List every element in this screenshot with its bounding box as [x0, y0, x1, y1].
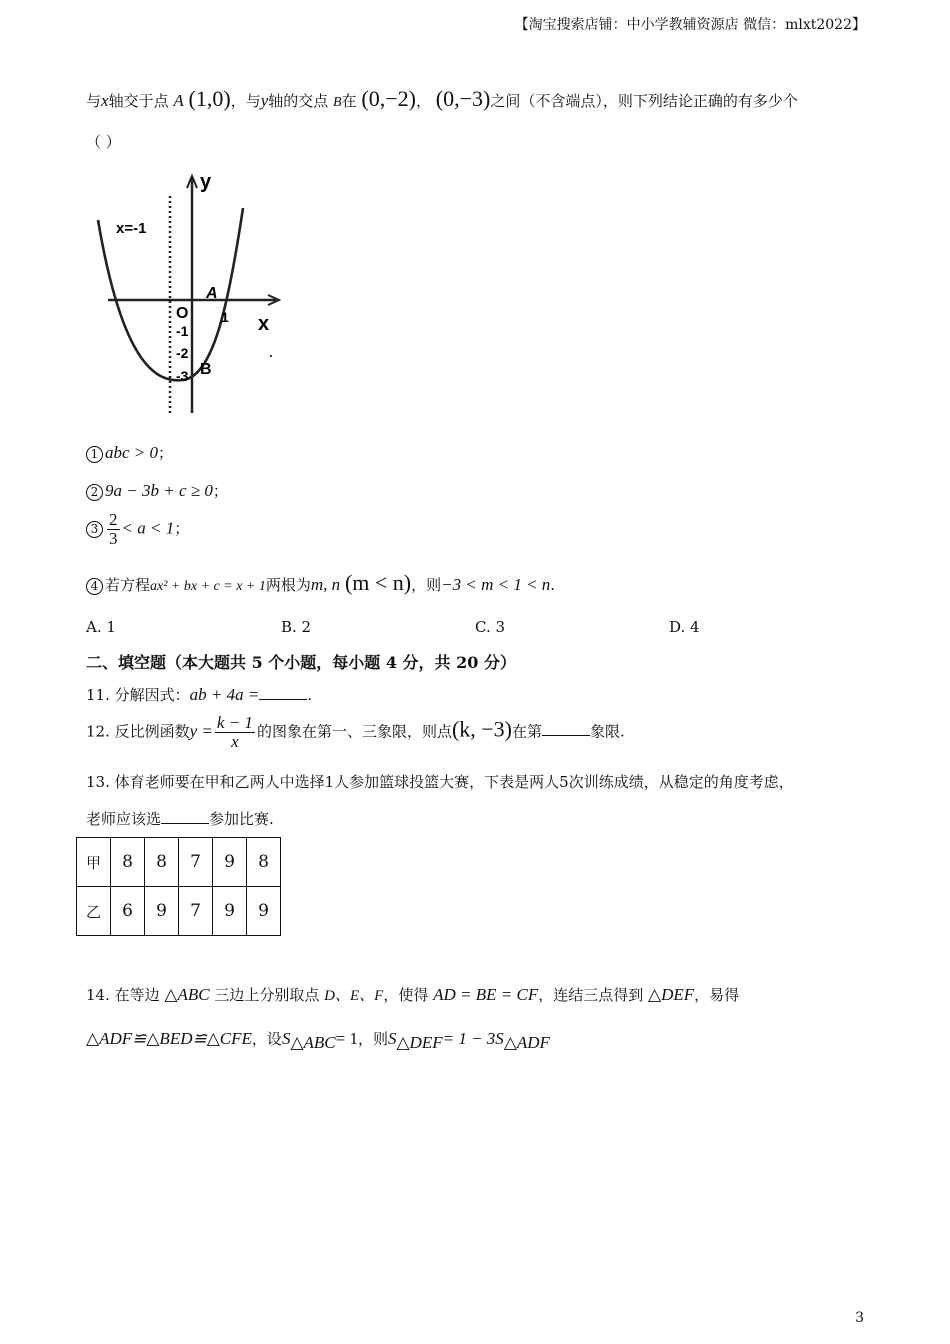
q12-frac-den: x [231, 731, 239, 751]
graph-origin-label: O [176, 305, 189, 322]
q10-range-1: (0,−2) [361, 86, 416, 111]
q14-equal-segments: AD = BE = CF [433, 985, 539, 1004]
statement-4-result: −3 < m < 1 < n [441, 575, 551, 594]
score-cell: 8 [145, 838, 179, 887]
statement-4-text-c: ，则 [411, 576, 442, 594]
q14-s-abc-sub: △ABC [290, 1033, 336, 1052]
statement-3-number: 3 [86, 521, 103, 538]
q14-s-def: S [387, 1029, 397, 1048]
graph-tick-minus-2: -2 [176, 345, 189, 361]
statement-4-end: . [550, 576, 556, 594]
statement-3-frac-num: 2 [109, 510, 118, 529]
page-header: 【淘宝搜索店铺：中小学教辅资源店 微信：mlxt2022】 [514, 17, 866, 33]
q12-label: 12. 反比例函数 [86, 722, 190, 741]
question-12 [86, 714, 625, 751]
score-cell: 8 [111, 838, 145, 887]
option-c: C. 3 [475, 618, 506, 636]
q14-s-adf-sub: △ADF [503, 1033, 550, 1052]
option-b: B. 2 [281, 618, 312, 636]
q13-line-2 [86, 808, 274, 829]
q12-frac-num: k − 1 [216, 713, 253, 732]
q14-triangle-abc: △ABC [164, 985, 210, 1004]
q10-stem-x: x [101, 91, 109, 110]
graph-tick-1: 1 [221, 309, 229, 325]
statement-3-frac-den: 3 [109, 528, 118, 548]
statement-4-condition: (m < n) [344, 570, 412, 595]
graph-tick-minus-3: -3 [176, 368, 189, 384]
q14-line-2 [86, 1028, 550, 1053]
statement-1-number: 1 [86, 446, 103, 463]
q10-point-b: B [333, 95, 342, 110]
score-cell: 9 [213, 887, 247, 936]
statement-2-expr: 9a − 3b + c ≥ 0 [105, 481, 213, 500]
q13-score-table [76, 837, 281, 936]
q13-line-1: 13. 体育老师要在甲和乙两人中选择1人参加篮球投篮大赛，下表是两人5次训练成绩，从稳定的角度考虑， [86, 773, 794, 791]
q11-label: 11. 分解因式： [86, 686, 190, 704]
statement-2 [86, 480, 228, 501]
q14-congruence: △ADF≌△BED≌△CFE [86, 1029, 252, 1048]
q10-range-2: (0,−3) [435, 86, 491, 111]
q13-line-2-b: 参加比赛. [209, 810, 274, 828]
score-cell: 6 [111, 887, 145, 936]
q13-line-2-a: 老师应该选 [86, 810, 162, 828]
q10-stem-c: ，与 [230, 92, 261, 110]
q14-line-1-d: ，连结三点得到 [538, 986, 644, 1004]
graph-stray-dot [270, 355, 272, 357]
q10-point-a: A [173, 91, 184, 110]
statement-4-number: 4 [86, 578, 103, 595]
page-number: 3 [855, 1310, 864, 1326]
statement-2-end: ； [212, 482, 228, 500]
statement-4-text-b: 两根为 [265, 576, 311, 594]
q14-line-2-a: ，设 [251, 1030, 282, 1048]
statement-1-end: ； [158, 444, 174, 462]
q12-y-eq: y = [189, 721, 213, 741]
q14-line-1 [86, 984, 739, 1005]
q10-stem-d: 轴的交点 [268, 92, 329, 110]
score-cell: 7 [179, 838, 213, 887]
graph-axis-label: x=-1 [116, 220, 147, 237]
score-cell: 7 [179, 887, 213, 936]
q12-after: 在第 [512, 722, 543, 741]
statement-3-expr: < a < 1 [121, 518, 175, 538]
graph-tick-minus-1: -1 [176, 323, 189, 339]
q13-answer-blank[interactable] [161, 809, 209, 824]
score-cell: 9 [145, 887, 179, 936]
q12-mid: 的图象在第一、三象限，则点 [256, 722, 452, 741]
statement-3-fraction [107, 511, 120, 548]
score-cell: 9 [213, 838, 247, 887]
statement-3-end: ； [174, 519, 190, 538]
q14-line-1-c: ，使得 [383, 986, 429, 1004]
statement-2-number: 2 [86, 484, 103, 501]
table-row [77, 838, 281, 887]
graph-point-a-label: A [206, 285, 218, 302]
q14-s-abc-value: = 1 [335, 1029, 358, 1048]
statement-4 [86, 570, 555, 596]
q14-line-1-b: 三边上分别取点 [214, 986, 320, 1004]
q14-points: D、E、F [324, 988, 384, 1004]
q10-stem-f: 之间（不含端点），则下列结论正确的有多少个 [490, 92, 798, 110]
q10-stem-y: y [260, 91, 269, 110]
q10-stem [86, 86, 798, 112]
q14-triangle-def: △DEF [648, 985, 695, 1004]
parabola-graph [88, 168, 288, 420]
statement-3 [86, 511, 189, 548]
section-2-heading: 二、填空题（本大题共 5 个小题，每小题 4 分，共 20 分） [86, 653, 516, 672]
option-d: D. 4 [669, 618, 700, 636]
q11-answer-blank[interactable] [259, 685, 307, 700]
q14-s-def-sub: △DEF [396, 1033, 443, 1052]
q14-line-1-e: ，易得 [694, 986, 740, 1004]
statement-1 [86, 442, 173, 463]
q12-fraction [215, 714, 255, 751]
score-cell: 8 [247, 838, 281, 887]
graph-point-b-label: B [200, 361, 212, 378]
q14-s-def-value: = 1 − 3S [442, 1029, 504, 1048]
q12-answer-blank[interactable] [542, 721, 590, 736]
q10-comma: ， [415, 92, 431, 110]
table-row [77, 887, 281, 936]
q11-end: . [307, 686, 313, 704]
statement-4-text-a: 若方程 [105, 576, 151, 594]
q14-s-abc: S [281, 1029, 291, 1048]
q12-point: (k, −3) [451, 716, 513, 742]
statement-1-expr: abc > 0 [105, 443, 159, 462]
q10-stem-b: 轴交于点 [108, 92, 169, 110]
q10-stem-a: 与 [86, 92, 102, 110]
q14-line-1-a: 14. 在等边 [86, 986, 160, 1004]
row-name-jia: 甲 [77, 838, 111, 887]
statement-4-roots: m, n [310, 575, 341, 594]
score-cell: 9 [247, 887, 281, 936]
graph-y-label: y [200, 171, 212, 193]
q11-expression: ab + 4a = [189, 685, 260, 704]
statement-4-equation: ax² + bx + c = x + 1 [150, 579, 266, 594]
q10-point-a-coord: (1,0) [188, 86, 231, 111]
q10-stem-e: 在 [341, 92, 357, 110]
question-11 [86, 684, 312, 705]
q12-end: 象限. [590, 722, 625, 741]
row-name-yi: 乙 [77, 887, 111, 936]
graph-x-label: x [258, 313, 270, 335]
q14-line-2-b: ，则 [357, 1030, 388, 1048]
option-a: A. 1 [86, 618, 116, 636]
q10-answer-paren: （ ） [86, 133, 121, 151]
